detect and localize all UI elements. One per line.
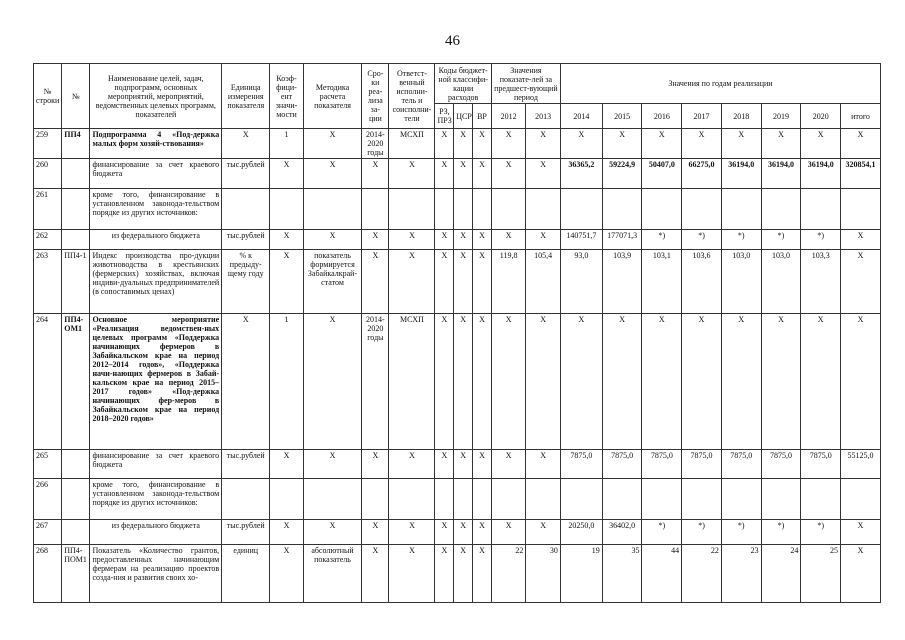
row-2013: 30 <box>526 545 561 603</box>
row-rz <box>435 189 454 230</box>
row-2014: X <box>560 314 602 450</box>
row-resp: МСХП <box>389 314 435 450</box>
row-2020: 103,3 <box>801 250 841 314</box>
row-coef: X <box>270 520 303 545</box>
row-resp <box>389 479 435 520</box>
row-2015: 36402,0 <box>602 520 642 545</box>
row-2017 <box>682 189 722 230</box>
row-csr: X <box>454 129 473 159</box>
row-2020: *) <box>801 230 841 250</box>
row-2012 <box>491 189 526 230</box>
row-total: X <box>841 314 881 450</box>
table-header <box>34 64 881 129</box>
row-total: X <box>841 129 881 159</box>
row-vr: X <box>473 450 492 479</box>
row-2015: 35 <box>602 545 642 603</box>
table-row <box>34 129 881 159</box>
row-no: 265 <box>34 450 62 479</box>
row-2014 <box>560 189 602 230</box>
row-coef: X <box>270 250 303 314</box>
row-method: X <box>303 520 362 545</box>
row-csr <box>454 479 473 520</box>
row-total <box>841 479 881 520</box>
row-method: абсолютный показатель <box>303 545 362 603</box>
col-rz: РЗ, ПРЗ <box>435 104 454 129</box>
row-coef: 1 <box>270 314 303 450</box>
col-row-no: № строки <box>34 64 62 129</box>
row-code: ПП4 <box>62 129 90 159</box>
row-2015: 59224,9 <box>602 159 642 189</box>
row-total: 55125,0 <box>841 450 881 479</box>
row-unit: тыс.рублей <box>222 159 270 189</box>
row-unit: X <box>222 129 270 159</box>
row-code <box>62 230 90 250</box>
row-name: кроме того, финансирование в установленном законода-тельством порядке из других источников: <box>90 479 222 520</box>
row-2012 <box>491 479 526 520</box>
row-2014: 20250,0 <box>560 520 602 545</box>
row-2020: X <box>801 314 841 450</box>
row-resp: X <box>389 230 435 250</box>
row-2018: 103,0 <box>721 250 761 314</box>
row-unit <box>222 189 270 230</box>
row-total: 320854,1 <box>841 159 881 189</box>
row-no: 261 <box>34 189 62 230</box>
row-rz: X <box>435 129 454 159</box>
row-2015: 103,9 <box>602 250 642 314</box>
row-method <box>303 479 362 520</box>
table-row <box>34 230 881 250</box>
row-terms: X <box>362 450 389 479</box>
row-code <box>62 159 90 189</box>
row-2013: X <box>526 450 561 479</box>
row-2020: 25 <box>801 545 841 603</box>
col-2019: 2019 <box>761 104 801 129</box>
row-2016: *) <box>642 520 682 545</box>
row-total: X <box>841 545 881 603</box>
col-2018: 2018 <box>721 104 761 129</box>
row-method <box>303 189 362 230</box>
row-unit: тыс.рублей <box>222 450 270 479</box>
row-2016 <box>642 479 682 520</box>
row-2017: *) <box>682 520 722 545</box>
col-unit: Единица измерения показателя <box>222 64 270 129</box>
row-2016: 50407,0 <box>642 159 682 189</box>
row-name: Индекс производства про-дукции животноводства в крестьянских (фермерских) хозяйствах, включая индиви-дуальных предпринимателей (в сопоставимых ценах) <box>90 250 222 314</box>
row-name: из федерального бюджета <box>90 230 222 250</box>
col-resp: Ответст-венный исполни-тель и соисполни-тели <box>389 64 435 129</box>
row-rz: X <box>435 159 454 189</box>
row-total: X <box>841 230 881 250</box>
row-terms: X <box>362 230 389 250</box>
row-2020 <box>801 479 841 520</box>
col-year-values: Значения по годам реализации <box>560 64 880 104</box>
row-2014 <box>560 479 602 520</box>
row-vr: X <box>473 520 492 545</box>
table-row <box>34 479 881 520</box>
row-2012: X <box>491 314 526 450</box>
row-2012: X <box>491 230 526 250</box>
row-2016: *) <box>642 230 682 250</box>
row-unit: тыс.рублей <box>222 230 270 250</box>
row-2015 <box>602 189 642 230</box>
row-2018: X <box>721 129 761 159</box>
row-2016: 103,1 <box>642 250 682 314</box>
row-rz: X <box>435 450 454 479</box>
row-csr <box>454 189 473 230</box>
row-code: ПП4-1 <box>62 250 90 314</box>
row-terms: X <box>362 159 389 189</box>
table-row <box>34 520 881 545</box>
row-2020: *) <box>801 520 841 545</box>
row-no: 259 <box>34 129 62 159</box>
row-code <box>62 450 90 479</box>
row-2018: X <box>721 314 761 450</box>
row-2015: 177071,3 <box>602 230 642 250</box>
row-no: 260 <box>34 159 62 189</box>
row-2017: X <box>682 314 722 450</box>
row-no: 263 <box>34 250 62 314</box>
row-coef: 1 <box>270 129 303 159</box>
table-row <box>34 189 881 230</box>
row-2019: X <box>761 129 801 159</box>
col-code: № <box>62 64 90 129</box>
row-rz: X <box>435 230 454 250</box>
row-method: X <box>303 159 362 189</box>
row-resp: X <box>389 520 435 545</box>
row-2012: 22 <box>491 545 526 603</box>
row-coef: X <box>270 450 303 479</box>
row-resp: МСХП <box>389 129 435 159</box>
row-2019: 103,0 <box>761 250 801 314</box>
page-number: 46 <box>445 33 460 49</box>
row-unit: тыс.рублей <box>222 520 270 545</box>
row-2012: 119,8 <box>491 250 526 314</box>
row-2012: X <box>491 520 526 545</box>
col-csr: ЦСР <box>454 104 473 129</box>
row-2017 <box>682 479 722 520</box>
row-no: 267 <box>34 520 62 545</box>
row-2012: X <box>491 129 526 159</box>
row-2017: 66275,0 <box>682 159 722 189</box>
row-name: Подпрограмма 4 «Под-держка малых форм хозяй-ствования» <box>90 129 222 159</box>
row-total: X <box>841 520 881 545</box>
col-total: итого <box>841 104 881 129</box>
row-csr: X <box>454 314 473 450</box>
col-vr: ВР <box>473 104 492 129</box>
row-name: финансирование за счет краевого бюджета <box>90 450 222 479</box>
row-2014: 19 <box>560 545 602 603</box>
row-2019: 7875,0 <box>761 450 801 479</box>
row-name: кроме того, финансирование в установленном законода-тельством порядке из других источников: <box>90 189 222 230</box>
row-2014: X <box>560 129 602 159</box>
row-name: Основное мероприятие «Реализация ведомствен-ных целевых программ «Поддержка начинающих фермеров в Забайкальском крае на период 2012–2014 годов», «Поддержка начи-нающих фермеров в Забай-кальском крае на период 2015–2017 годов» «Под-держка начинающих фер-меров в Забайкальском крае на период 2018–2020 годов» <box>90 314 222 450</box>
row-2018 <box>721 479 761 520</box>
row-2015: X <box>602 314 642 450</box>
row-2019: *) <box>761 520 801 545</box>
row-terms: 2014-2020 годы <box>362 129 389 159</box>
row-rz: X <box>435 520 454 545</box>
row-2012: X <box>491 450 526 479</box>
row-vr: X <box>473 250 492 314</box>
row-rz: X <box>435 314 454 450</box>
col-2020: 2020 <box>801 104 841 129</box>
row-resp <box>389 189 435 230</box>
col-prev-values: Значения показате-лей за предшест-вующий период <box>491 64 560 104</box>
row-method: X <box>303 230 362 250</box>
row-2013: X <box>526 314 561 450</box>
row-name: Показатель «Количество грантов, предоставленных начинающим фермерам на реализацию проектов созда-ния и развития своих хо- <box>90 545 222 603</box>
row-2015: 7875,0 <box>602 450 642 479</box>
row-2018: *) <box>721 230 761 250</box>
col-2014: 2014 <box>560 104 602 129</box>
row-2019: 24 <box>761 545 801 603</box>
row-terms <box>362 479 389 520</box>
row-method: X <box>303 314 362 450</box>
row-2019 <box>761 189 801 230</box>
row-2017: 7875,0 <box>682 450 722 479</box>
row-2020: 7875,0 <box>801 450 841 479</box>
row-2014: 7875,0 <box>560 450 602 479</box>
col-2015: 2015 <box>602 104 642 129</box>
row-2012: X <box>491 159 526 189</box>
row-2020 <box>801 189 841 230</box>
row-2019 <box>761 479 801 520</box>
row-csr: X <box>454 450 473 479</box>
row-2017: 22 <box>682 545 722 603</box>
row-rz: X <box>435 250 454 314</box>
row-2014: 140751,7 <box>560 230 602 250</box>
row-csr: X <box>454 159 473 189</box>
row-coef: X <box>270 159 303 189</box>
row-code <box>62 189 90 230</box>
row-resp: X <box>389 250 435 314</box>
row-2015: X <box>602 129 642 159</box>
row-name: финансирование за счет краевого бюджета <box>90 159 222 189</box>
row-2018: 23 <box>721 545 761 603</box>
row-2016: X <box>642 129 682 159</box>
col-terms: Сро-ки реа-лиза за-ции <box>362 64 389 129</box>
table-row <box>34 250 881 314</box>
row-code <box>62 479 90 520</box>
row-vr: X <box>473 129 492 159</box>
row-csr: X <box>454 520 473 545</box>
row-terms: X <box>362 250 389 314</box>
row-rz: X <box>435 545 454 603</box>
row-vr: X <box>473 314 492 450</box>
row-terms: X <box>362 545 389 603</box>
row-terms: 2014-2020 годы <box>362 314 389 450</box>
row-2013: X <box>526 230 561 250</box>
row-2013 <box>526 479 561 520</box>
row-code: ПП4-ОМ1 <box>62 314 90 450</box>
row-code: ПП4-ПОМ1 <box>62 545 90 603</box>
row-rz <box>435 479 454 520</box>
row-csr: X <box>454 545 473 603</box>
row-2020: 36194,0 <box>801 159 841 189</box>
row-2015 <box>602 479 642 520</box>
col-coef: Коэф-фици-ент значи-мости <box>270 64 303 129</box>
row-2013: X <box>526 159 561 189</box>
row-total <box>841 189 881 230</box>
row-2019: X <box>761 314 801 450</box>
row-no: 268 <box>34 545 62 603</box>
col-2012: 2012 <box>491 104 526 129</box>
row-2017: X <box>682 129 722 159</box>
row-vr: X <box>473 545 492 603</box>
row-2018 <box>721 189 761 230</box>
row-2016: X <box>642 314 682 450</box>
row-coef: X <box>270 230 303 250</box>
row-resp: X <box>389 545 435 603</box>
col-method: Методика расчета показателя <box>303 64 362 129</box>
row-no: 262 <box>34 230 62 250</box>
row-2013: X <box>526 129 561 159</box>
program-indicators-table <box>33 63 881 603</box>
col-2016: 2016 <box>642 104 682 129</box>
row-2019: 36194,0 <box>761 159 801 189</box>
col-budget-codes: Коды бюджет-ной классифи-кации расходов <box>435 64 491 104</box>
row-2016: 7875,0 <box>642 450 682 479</box>
row-2018: 7875,0 <box>721 450 761 479</box>
row-vr <box>473 479 492 520</box>
row-vr: X <box>473 230 492 250</box>
table-row <box>34 450 881 479</box>
row-csr: X <box>454 250 473 314</box>
table-row <box>34 314 881 450</box>
row-unit: % к предыду-щему году <box>222 250 270 314</box>
row-name: из федерального бюджета <box>90 520 222 545</box>
row-2013: X <box>526 520 561 545</box>
row-coef: X <box>270 545 303 603</box>
row-terms: X <box>362 520 389 545</box>
row-vr: X <box>473 159 492 189</box>
row-code <box>62 520 90 545</box>
table-row <box>34 159 881 189</box>
row-resp: X <box>389 450 435 479</box>
col-name: Наименование целей, задач, подпрограмм, основных мероприятий, мероприятий, ведомственных целевых программ, показателей <box>90 64 222 129</box>
row-no: 266 <box>34 479 62 520</box>
row-2013 <box>526 189 561 230</box>
row-total: X <box>841 250 881 314</box>
table-row <box>34 545 881 603</box>
col-2013: 2013 <box>526 104 561 129</box>
row-resp: X <box>389 159 435 189</box>
row-2020: X <box>801 129 841 159</box>
row-unit: X <box>222 314 270 450</box>
row-2017: 103,6 <box>682 250 722 314</box>
row-method: X <box>303 450 362 479</box>
row-unit: единиц <box>222 545 270 603</box>
row-2014: 36365,2 <box>560 159 602 189</box>
row-2013: 105,4 <box>526 250 561 314</box>
row-2016 <box>642 189 682 230</box>
row-2019: *) <box>761 230 801 250</box>
row-2018: *) <box>721 520 761 545</box>
row-terms <box>362 189 389 230</box>
row-csr: X <box>454 230 473 250</box>
row-coef <box>270 479 303 520</box>
row-2014: 93,0 <box>560 250 602 314</box>
row-2016: 44 <box>642 545 682 603</box>
row-2018: 36194,0 <box>721 159 761 189</box>
col-2017: 2017 <box>682 104 722 129</box>
row-2017: *) <box>682 230 722 250</box>
row-no: 264 <box>34 314 62 450</box>
row-unit <box>222 479 270 520</box>
row-method: X <box>303 129 362 159</box>
row-coef <box>270 189 303 230</box>
row-vr <box>473 189 492 230</box>
row-method: показатель формируется Забайкалкрай-статом <box>303 250 362 314</box>
